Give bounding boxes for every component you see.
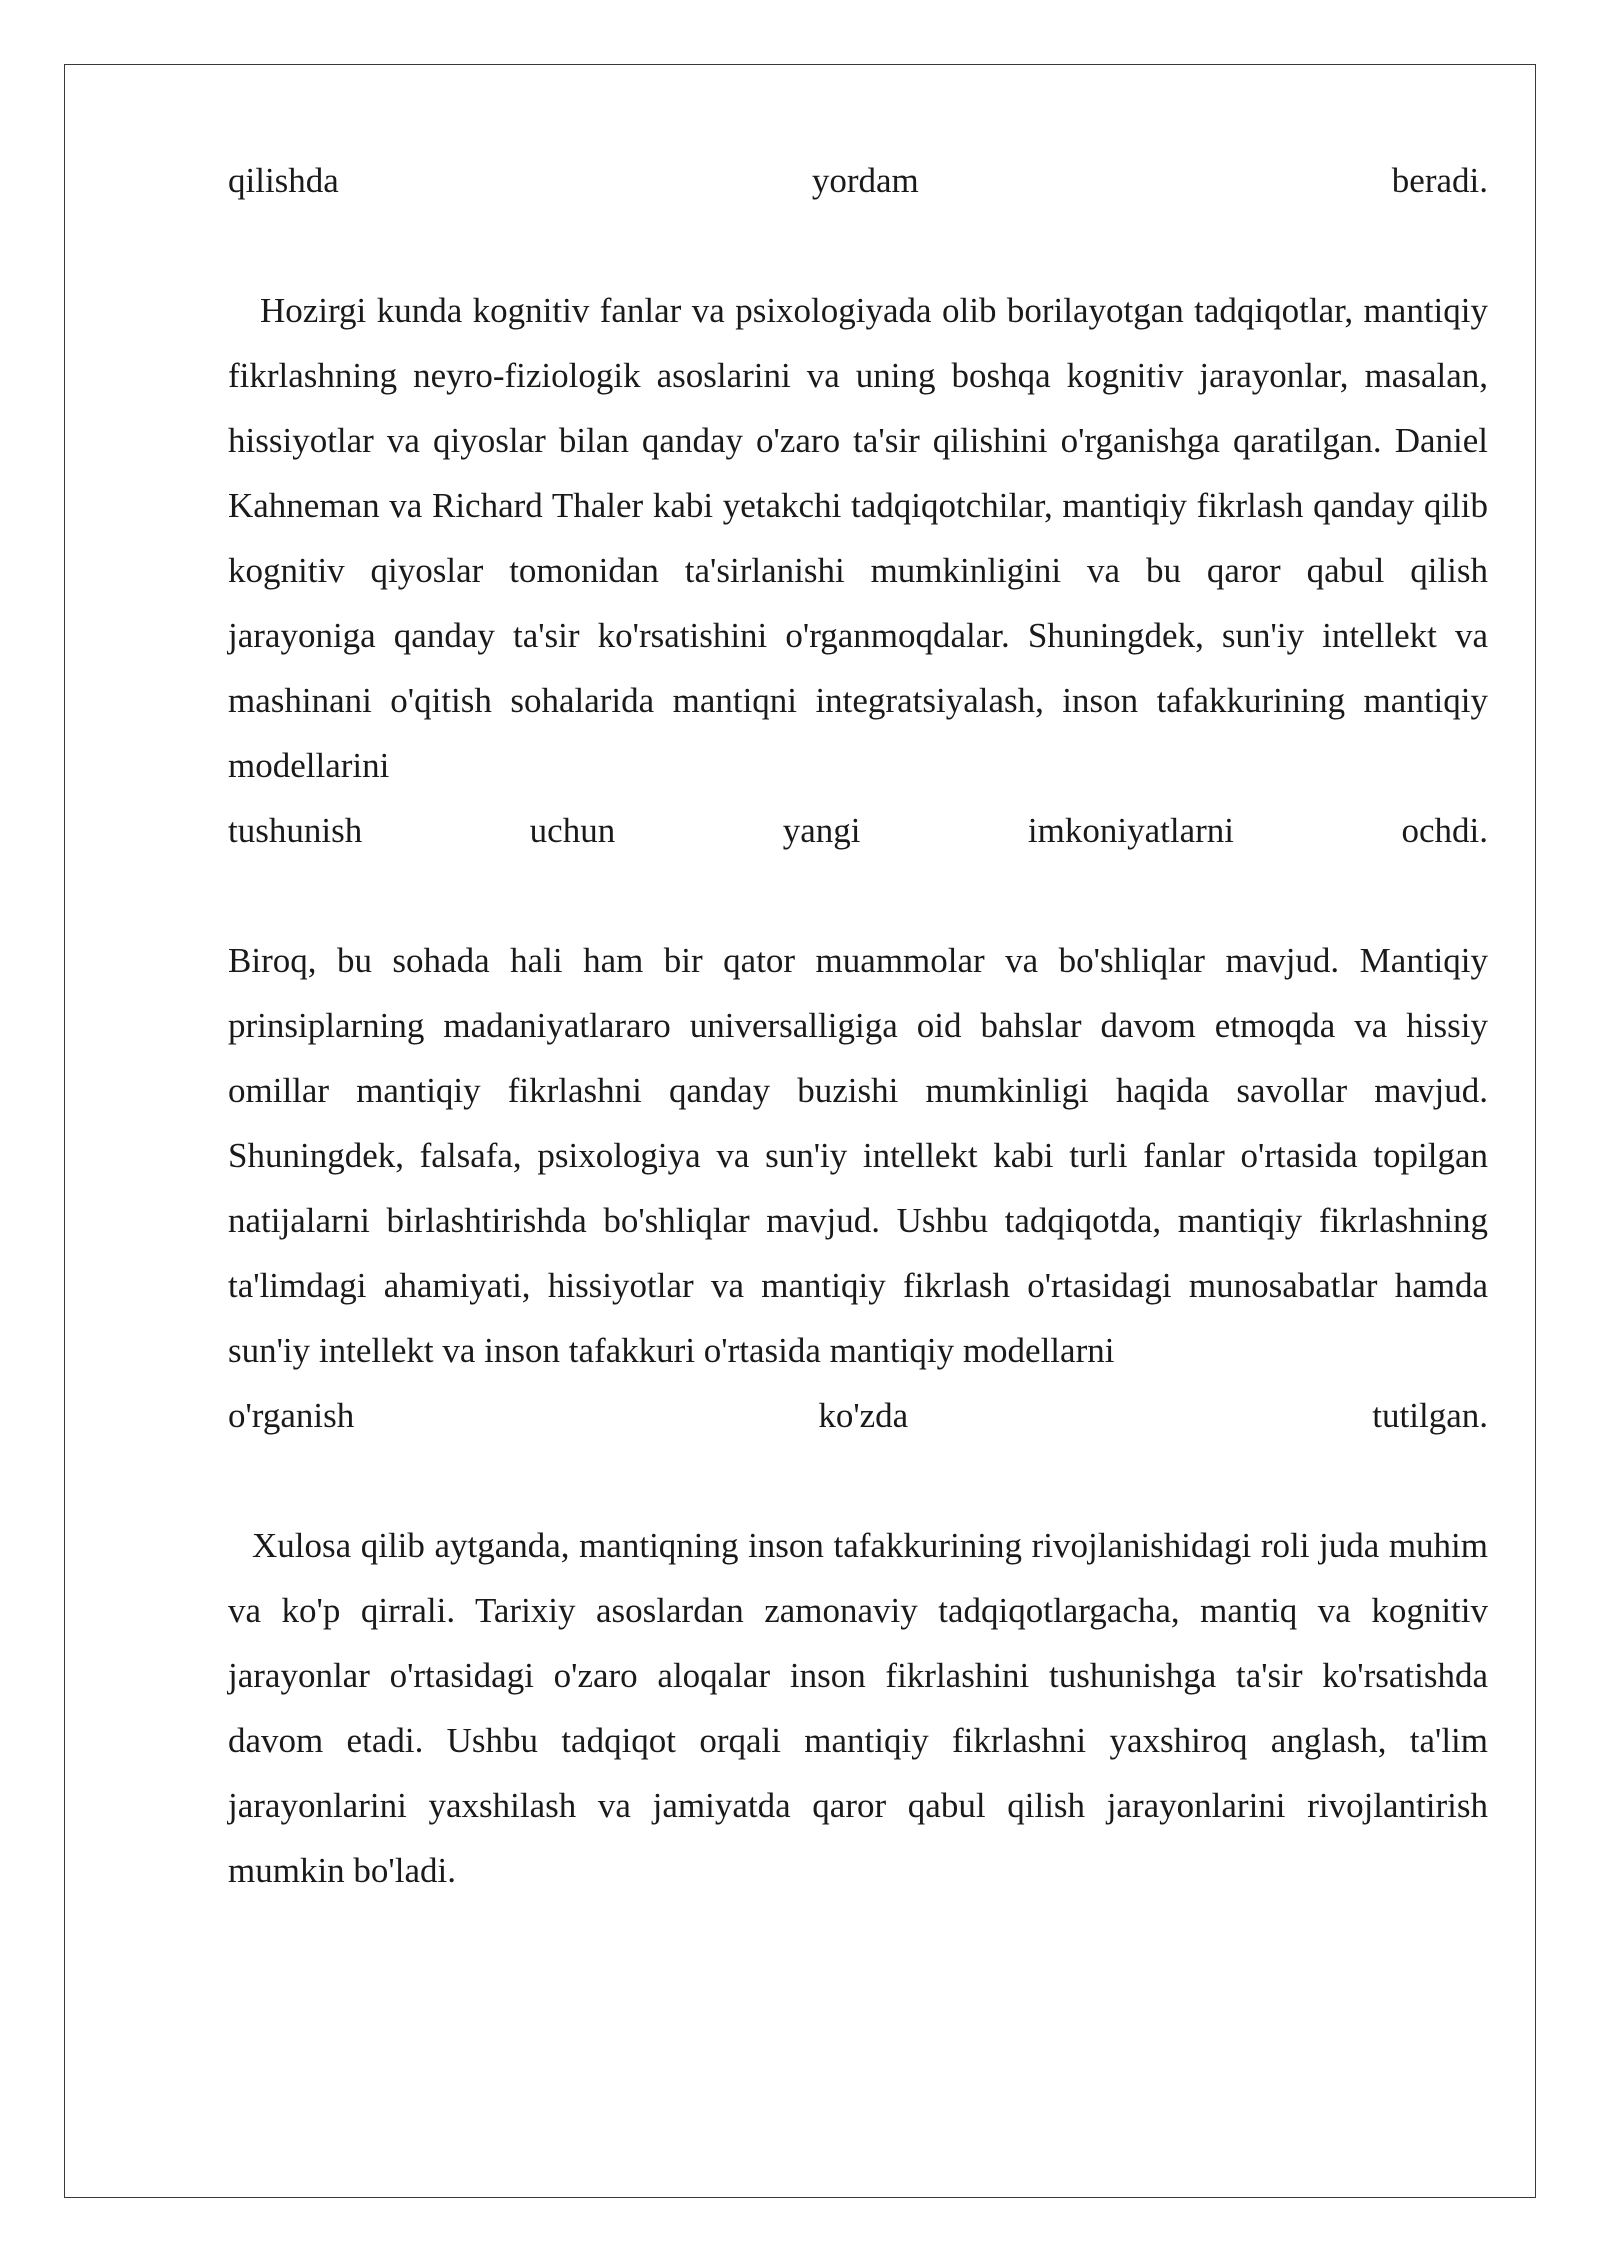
- last-line-word: yangi: [782, 811, 861, 850]
- paragraph-research-gaps: [228, 928, 1488, 1448]
- document-body: [228, 148, 1488, 1903]
- last-line-word: ko'zda: [818, 1396, 909, 1435]
- last-line-word: ochdi.: [1401, 811, 1488, 850]
- lead-word: qilishda: [228, 161, 339, 200]
- paragraph-conclusion: Xulosa qilib aytganda, mantiqning inson tafakkurining rivojlanishidagi roli juda muhim va ko'p qirrali. Tarixiy asoslardan zamonaviy tadqiqotlargacha, mantiq va kognitiv jarayonlar o'rtasidagi o'zaro aloqalar inson fikrlashini tushunishga ta'sir ko'rsatishda davom etadi. Ushbu tadqiqot orqali mantiqiy fikrlashni yaxshiroq anglash, ta'lim jarayonlarini yaxshilash va jamiyatda qaror qabul qilish jarayonlarini rivojlantirish mumkin bo'ladi.: [228, 1526, 1488, 1890]
- paragraph-last-line: [228, 798, 1488, 863]
- lead-word: beradi.: [1391, 161, 1488, 200]
- paragraph-research-context: [228, 278, 1488, 863]
- last-line-word: imkoniyatlarni: [1027, 811, 1234, 850]
- paragraph-body: Biroq, bu sohada hali ham bir qator muammolar va bo'shliqlar mavjud. Mantiqiy prinsiplarning madaniyatlararo universalligiga oid bahslar davom etmoqda va hissiy omillar mantiqiy fikrlashni qanday buzishi mumkinligi haqida savollar mavjud. Shuningdek, falsafa, psixologiya va sun'iy intellekt kabi turli fanlar o'rtasida topilgan natijalarni birlashtirishda bo'shliqlar mavjud. Ushbu tadqiqotda, mantiqiy fikrlashning ta'limdagi ahamiyati, hissiyotlar va mantiqiy fikrlash o'rtasidagi munosabatlar hamda sun'iy intellekt va inson tafakkuri o'rtasida mantiqiy modellarni: [228, 941, 1488, 1370]
- lead-fragment-line: [228, 148, 1488, 213]
- last-line-word: o'rganish: [228, 1396, 355, 1435]
- last-line-word: tushunish: [228, 811, 363, 850]
- lead-word: yordam: [811, 161, 919, 200]
- last-line-word: uchun: [529, 811, 616, 850]
- paragraph-last-line: [228, 1383, 1488, 1448]
- paragraph-body: Hozirgi kunda kognitiv fanlar va psixologiyada olib borilayotgan tadqiqotlar, mantiqiy fikrlashning neyro-fiziologik asoslarini va uning boshqa kognitiv jarayonlar, masalan, hissiyotlar va qiyoslar bilan qanday o'zaro ta'sir qilishini o'rganishga qaratilgan. Daniel Kahneman va Richard Thaler kabi yetakchi tadqiqotchilar, mantiqiy fikrlash qanday qilib kognitiv qiyoslar tomonidan ta'sirlanishi mumkinligini va bu qaror qabul qilish jarayoniga qanday ta'sir ko'rsatishini o'rganmoqdalar. Shuningdek, sun'iy intellekt va mashinani o'qitish sohalarida mantiqni integratsiyalash, inson tafakkurining mantiqiy modellarini: [228, 291, 1488, 785]
- last-line-word: tutilgan.: [1372, 1396, 1488, 1435]
